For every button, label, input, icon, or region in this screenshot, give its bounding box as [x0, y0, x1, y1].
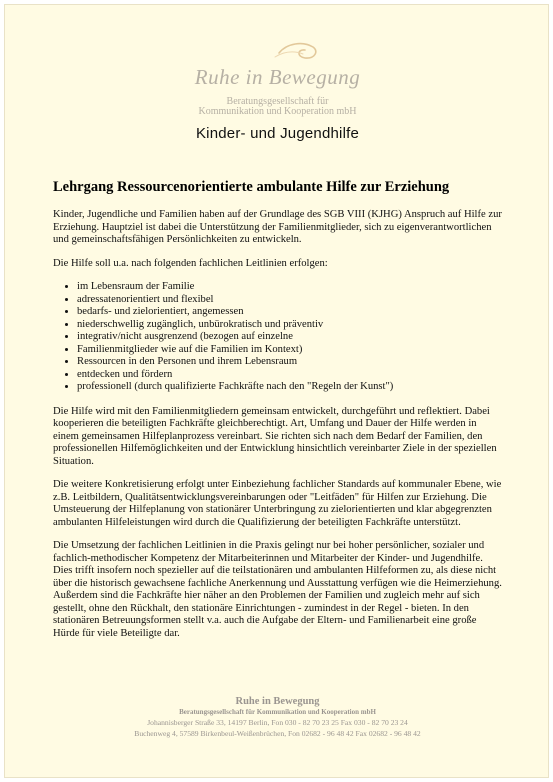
brand-subtitle-line-1: Beratungsgesellschaft für: [226, 96, 329, 107]
guidelines-list: [53, 281, 503, 394]
footer-address-berlin: Johannisberger Straße 33, 14197 Berlin, Fon 030 - 82 70 23 25 Fax 030 - 82 70 23 24: [147, 718, 408, 727]
swirl-logo-icon: [273, 39, 323, 67]
footer-brand-name: Ruhe in Bewegung: [235, 696, 320, 707]
list-item: • Familienmitglieder wie auf die Familien im Kontext): [77, 344, 503, 357]
list-item: • adressatenorientiert und flexibel: [77, 294, 503, 307]
footer-subtitle: Beratungsgesellschaft für Kommunikation und Kooperation mbH: [179, 708, 376, 716]
list-item: • integrativ/nicht ausgrenzend (bezogen auf einzelne: [77, 331, 503, 344]
paragraph-3: Die weitere Konkretisierung erfolgt unter Einbeziehung fachlicher Standards auf kommunaler Ebene, wie z.B. Leitbildern, Qualitätsentwicklungsvereinbarungen oder "Leitfäden" für Hilfen zur Erziehung. Die Umsteuerung der Hilfeplanung von stationärer Unterbringung zu zielorientierten und klar abgegrenzten ambulanten Hilfeleistungen wird durch die Qualifizierung der beteiligten Fachkräfte unterstützt.: [53, 479, 502, 528]
list-item: • im Lebensraum der Familie: [77, 281, 503, 294]
brand-name: Ruhe in Bewegung: [194, 65, 361, 89]
list-item: • Ressourcen in den Personen und ihrem Lebensraum: [77, 356, 503, 369]
guidelines-lead: Die Hilfe soll u.a. nach folgenden fachlichen Leitlinien erfolgen:: [53, 257, 328, 269]
list-item: • entdecken und fördern: [77, 369, 503, 382]
brand-subtitle-line-2: Kommunikation und Kooperation mbH: [198, 106, 357, 117]
brand-subtitle: [5, 97, 550, 117]
article-title: Lehrgang Ressourcenorientierte ambulante Hilfe zur Erziehung: [53, 179, 450, 195]
footer-address-birkenbeul: Buchenweg 4, 57589 Birkenbeul-Weißenbrüchen, Fon 02682 - 96 48 42 Fax 02682 - 96 48 42: [134, 729, 421, 738]
paragraph-2: Die Hilfe wird mit den Familienmitgliedern gemeinsam entwickelt, durchgeführt und reflektiert. Dabei kooperieren die beteiligten Fachkräfte gleichberechtigt. Art, Umfang und Dauer der Hilfe werden in einem gemeinsamen Hilfeplanprozess vereinbart. Sie richten sich nach dem Bedarf der Familien, den professionellen Hilfemöglichkeiten und der Entwicklung hinsichtlich vereinbarter Ziele in der speziellen Situation.: [53, 405, 497, 467]
paragraph-4: Die Umsetzung der fachlichen Leitlinien in die Praxis gelingt nur bei hoher persönlicher, sozialer und fachlich-methodischer Kompetenz der Mitarbeiterinnen und Mitarbeiter der Kinder- und Jugendhilfe. Dies trifft insofern noch spezieller auf die teilstationären und ambulanten Hilfeformen zu, als diese nicht über die historisch gewachsene fachliche Anerkennung und Ausstattung verfügen wie die Heimerziehung. Außerdem sind die Fachkräfte hier näher an den Problemen der Familien und zugleich mehr auf sich gestellt, ohne den Rückhalt, den stationäre Einrichtungen - zumindest in der Regel - bieten. In den stationären Betreuungsformen stellt v.a. auch die Aufgabe der Eltern- und Familienarbeit eine große Hürde für viele Beteiligte dar.: [53, 540, 502, 639]
intro-paragraph: Kinder, Jugendliche und Familien haben auf der Grundlage des SGB VIII (KJHG) Anspruch auf Hilfe zur Erziehung. Hauptziel ist dabei die Unterstützung der Familienmitglieder, sich zu eigenverantwortlichen und gemeinschaftsfähigen Persönlichkeiten zu entwickeln.: [53, 209, 502, 245]
list-item: • bedarfs- und zielorientiert, angemessen: [77, 306, 503, 319]
list-item: • professionell (durch qualifizierte Fachkräfte nach den "Regeln der Kunst"): [77, 381, 503, 394]
document-page: [4, 4, 549, 778]
article-body: [53, 209, 503, 651]
footer: [5, 695, 550, 739]
section-title: Kinder- und Jugendhilfe: [195, 125, 360, 142]
list-item: • niederschwellig zugänglich, unbürokratisch und präventiv: [77, 319, 503, 332]
